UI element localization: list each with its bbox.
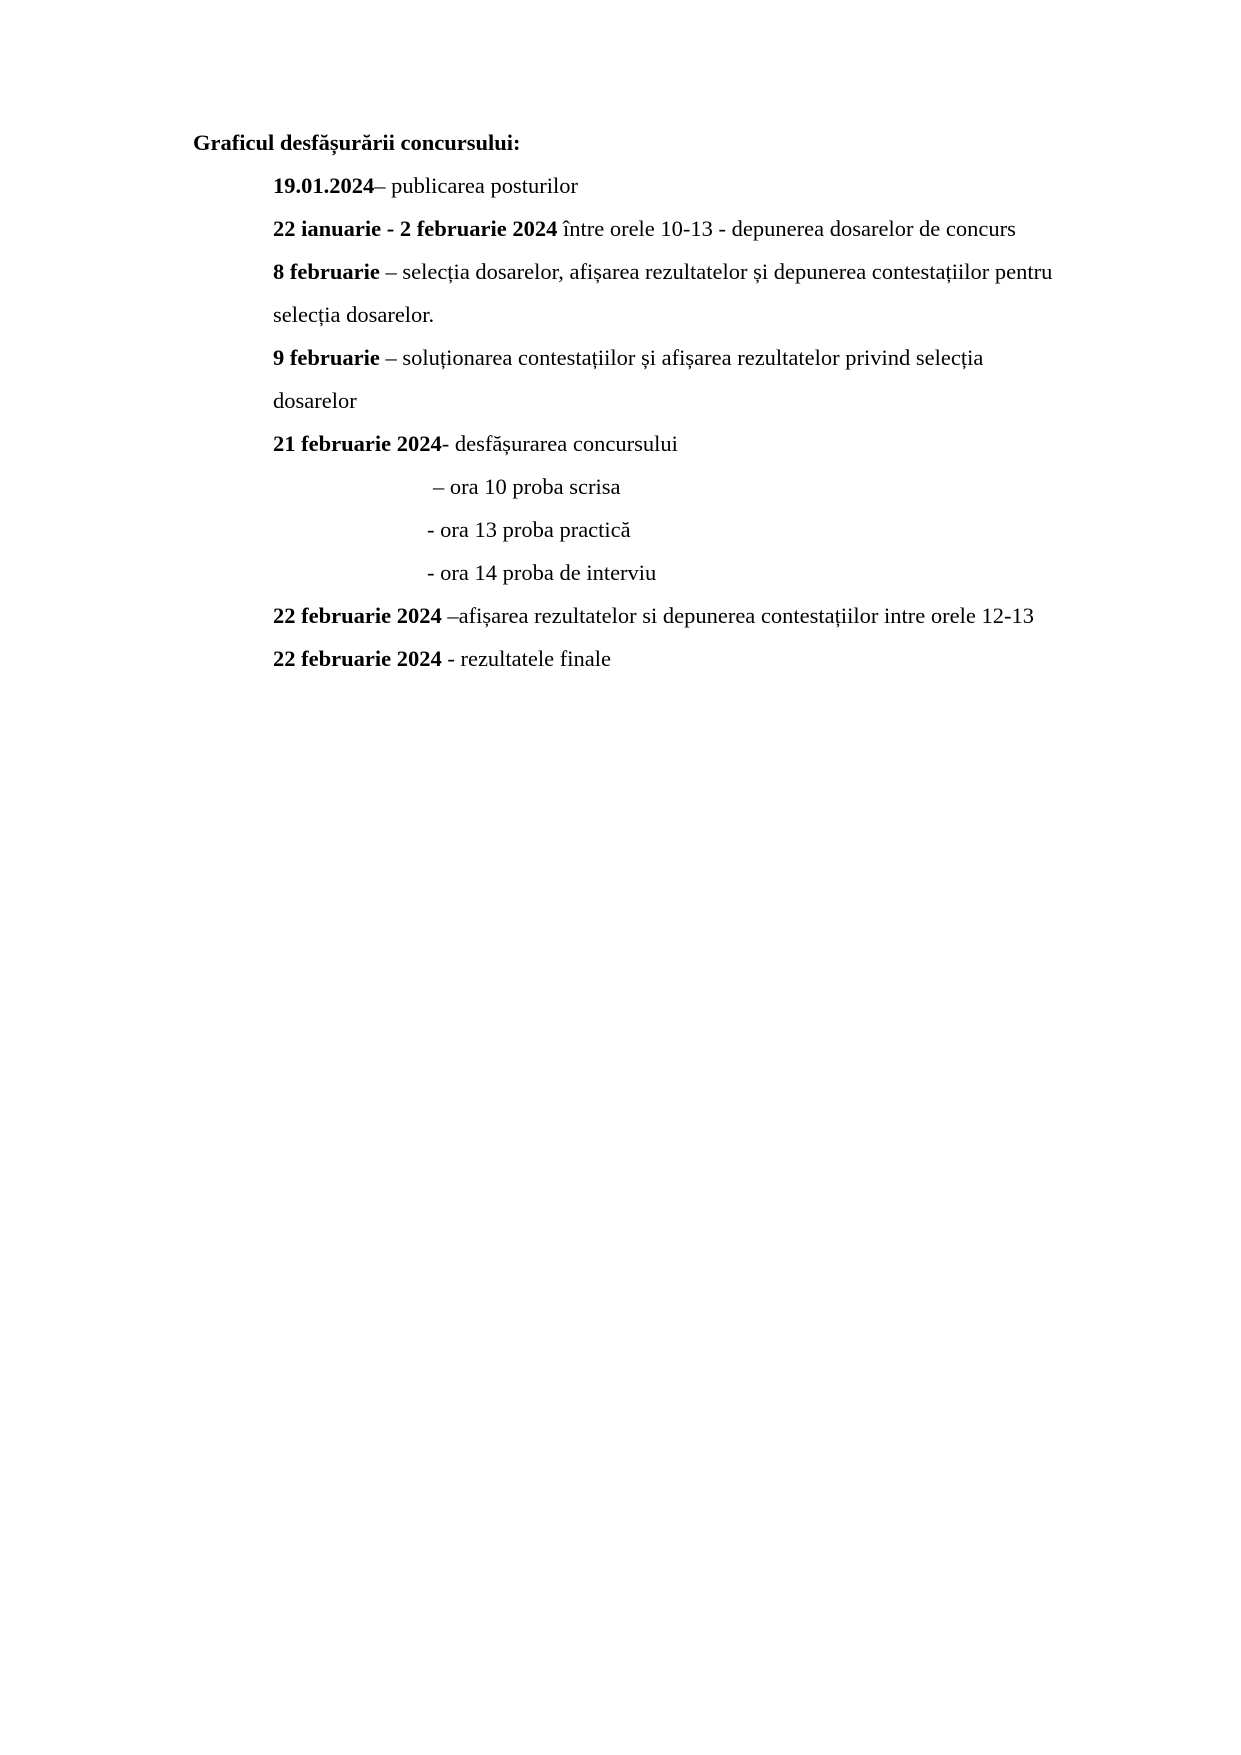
entry-selectie-dosare xyxy=(273,257,1052,287)
entry-continuation: selecția dosarelor. xyxy=(273,302,435,327)
schedule-item-proba-scrisa: – ora 10 proba scrisa xyxy=(433,474,621,499)
document-heading: Graficul desfășurării concursului: xyxy=(193,130,521,155)
entry-solutionare-contestatii xyxy=(273,343,983,373)
entry-date: 22 februarie 2024 xyxy=(273,603,442,628)
schedule-item-proba-practica: - ora 13 proba practică xyxy=(427,517,631,542)
entry-text: – publicarea posturilor xyxy=(374,173,578,198)
schedule-item-proba-interviu: - ora 14 proba de interviu xyxy=(427,560,657,585)
entry-date: 22 februarie 2024 xyxy=(273,646,442,671)
entry-publicare xyxy=(273,171,578,201)
entry-text: - desfășurarea concursului xyxy=(441,431,678,456)
entry-text: –afișarea rezultatelor si depunerea contestațiilor intre orele 12-13 xyxy=(441,603,1034,628)
entry-date: 21 februarie 2024 xyxy=(273,431,442,456)
entry-date: 9 februarie xyxy=(273,345,380,370)
entry-date: 8 februarie xyxy=(273,259,380,284)
entry-text: – selecția dosarelor, afișarea rezultatelor și depunerea contestațiilor pentru xyxy=(379,259,1053,284)
entry-continuation: dosarelor xyxy=(273,388,357,413)
entry-text: - rezultatele finale xyxy=(441,646,611,671)
entry-text: între orele 10-13 - depunerea dosarelor de concurs xyxy=(557,216,1016,241)
entry-text: – soluționarea contestațiilor și afișarea rezultatelor privind selecția xyxy=(379,345,984,370)
entry-desfasurare-concurs xyxy=(273,429,678,459)
entry-rezultate-finale xyxy=(273,644,611,674)
entry-depunere-dosare xyxy=(273,214,1016,244)
entry-date: 19.01.2024 xyxy=(273,173,375,198)
entry-afisare-rezultate xyxy=(273,601,1034,631)
entry-date: 22 ianuarie - 2 februarie 2024 xyxy=(273,216,558,241)
